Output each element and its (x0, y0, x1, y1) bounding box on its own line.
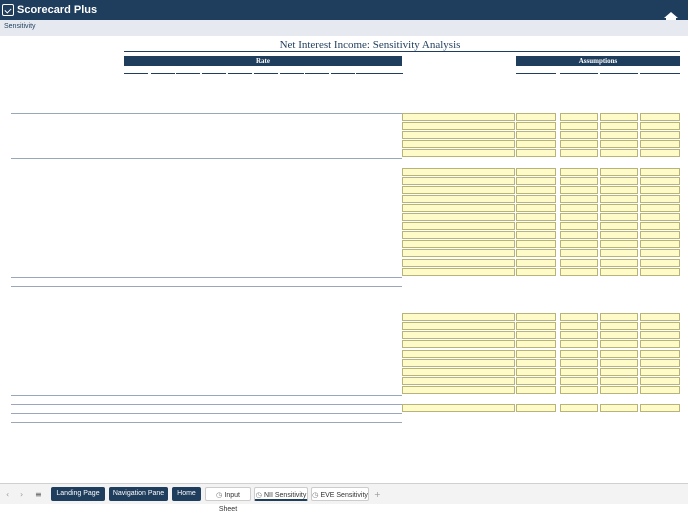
assumption-input[interactable] (516, 131, 556, 139)
page-title: Net Interest Income: Sensitivity Analysis (279, 39, 461, 51)
rate-col-header (202, 67, 226, 74)
rate-header: Rate (124, 56, 402, 66)
assumption-input[interactable] (560, 404, 598, 412)
assumption-label-bg (402, 359, 515, 367)
assumption-input[interactable] (600, 231, 638, 239)
assumption-input[interactable] (600, 404, 638, 412)
assumption-input[interactable] (516, 359, 556, 367)
assumption-label-bg (402, 377, 515, 385)
assumption-input[interactable] (640, 195, 680, 203)
assumption-input[interactable] (560, 168, 598, 176)
assumption-label-bg (402, 249, 515, 257)
assumption-input[interactable] (600, 177, 638, 185)
assumption-input[interactable] (600, 186, 638, 194)
rate-col-header (228, 67, 252, 74)
assumption-label-bg (402, 322, 515, 330)
rate-col-header (124, 67, 148, 74)
rate-col-header (379, 67, 403, 74)
assumption-label-bg (402, 259, 515, 267)
assumption-input[interactable] (600, 377, 638, 385)
assumption-input[interactable] (640, 259, 680, 267)
assumption-input[interactable] (560, 177, 598, 185)
assumption-input[interactable] (600, 359, 638, 367)
assumption-input[interactable] (600, 386, 638, 394)
assumption-label-bg (402, 177, 515, 185)
tab-prev-icon[interactable]: ‹ (6, 490, 10, 499)
assumption-label-bg (402, 131, 515, 139)
assumption-input[interactable] (516, 404, 556, 412)
assumption-input[interactable] (516, 268, 556, 276)
sheet-tab[interactable] (254, 487, 308, 501)
assumption-input[interactable] (560, 340, 598, 348)
tab-next-icon[interactable]: › (20, 490, 24, 499)
assumption-input[interactable] (600, 368, 638, 376)
row-separator (11, 158, 402, 159)
sheet-tab[interactable] (311, 487, 369, 501)
assumption-input[interactable] (560, 313, 598, 321)
assumption-input[interactable] (640, 204, 680, 212)
assumption-input[interactable] (640, 331, 680, 339)
assumption-label-bg (402, 140, 515, 148)
assumption-input[interactable] (600, 350, 638, 358)
assumption-label-bg (402, 168, 515, 176)
assumption-label-bg (402, 122, 515, 130)
assumption-input[interactable] (560, 322, 598, 330)
assumption-label-bg (402, 222, 515, 230)
row-separator (11, 422, 402, 423)
assumption-input[interactable] (640, 340, 680, 348)
assumption-input[interactable] (640, 131, 680, 139)
assumption-input[interactable] (560, 122, 598, 130)
assumption-input[interactable] (600, 122, 638, 130)
assumption-input[interactable] (600, 222, 638, 230)
assumption-input[interactable] (560, 368, 598, 376)
row-separator (11, 277, 402, 278)
row-separator (11, 395, 402, 396)
assumption-input[interactable] (600, 240, 638, 248)
tab-clock-icon: ◷ (312, 491, 321, 499)
assumption-input[interactable] (560, 259, 598, 267)
assumption-input[interactable] (516, 231, 556, 239)
assumption-input[interactable] (560, 213, 598, 221)
sheet-tabs (0, 483, 688, 513)
assumption-input[interactable] (640, 350, 680, 358)
assumption-input[interactable] (516, 322, 556, 330)
assumption-label-bg (402, 240, 515, 248)
assumption-input[interactable] (600, 113, 638, 121)
row-separator (11, 286, 402, 287)
assumption-input[interactable] (560, 113, 598, 121)
assumption-input[interactable] (640, 377, 680, 385)
assumption-input[interactable] (560, 149, 598, 157)
assumption-input[interactable] (560, 350, 598, 358)
assumption-input[interactable] (640, 368, 680, 376)
assumption-input[interactable] (516, 122, 556, 130)
assumption-input[interactable] (600, 313, 638, 321)
assumption-input[interactable] (560, 140, 598, 148)
assumption-input[interactable] (640, 222, 680, 230)
assumption-input[interactable] (640, 322, 680, 330)
rate-col-header (356, 67, 380, 74)
assumption-input[interactable] (560, 231, 598, 239)
rate-col-header (280, 67, 304, 74)
assumption-input[interactable] (560, 377, 598, 385)
sheet-tab[interactable] (205, 487, 251, 513)
assumption-input[interactable] (640, 113, 680, 121)
rate-col-header (331, 67, 355, 74)
assumption-input[interactable] (516, 204, 556, 212)
assumption-input[interactable] (600, 204, 638, 212)
sheet-tab-label: Navigation Pane (112, 490, 165, 497)
sheet-tab[interactable] (51, 487, 105, 501)
rate-col-header (176, 67, 200, 74)
sheet-tab[interactable] (172, 487, 201, 501)
sheet-tab-label: Input Sheet (218, 492, 240, 513)
tab-clock-icon: ◷ (255, 491, 264, 499)
assumption-label-bg (402, 368, 515, 376)
assumption-input[interactable] (516, 340, 556, 348)
app-title: Scorecard Plus (17, 4, 98, 16)
assumption-input[interactable] (600, 331, 638, 339)
assumption-col-header (600, 67, 638, 74)
assumption-input[interactable] (600, 140, 638, 148)
assumption-input[interactable] (640, 140, 680, 148)
assumption-label-bg (402, 204, 515, 212)
sheet-tab-label: Landing Page (56, 490, 100, 497)
assumption-input[interactable] (516, 377, 556, 385)
rate-col-header (305, 67, 329, 74)
assumption-input[interactable] (516, 177, 556, 185)
assumption-input[interactable] (516, 259, 556, 267)
assumption-input[interactable] (640, 149, 680, 157)
assumption-input[interactable] (516, 368, 556, 376)
assumption-label-bg (402, 404, 515, 412)
assumption-label-bg (402, 149, 515, 157)
row-separator (11, 113, 402, 114)
assumption-input[interactable] (600, 322, 638, 330)
assumption-input[interactable] (516, 386, 556, 394)
row-separator (11, 404, 402, 405)
assumption-input[interactable] (560, 268, 598, 276)
assumption-label-bg (402, 195, 515, 203)
tab-clock-icon: ◷ (216, 491, 225, 499)
assumption-input[interactable] (560, 240, 598, 248)
assumption-input[interactable] (600, 340, 638, 348)
assumption-input[interactable] (516, 186, 556, 194)
assumption-input[interactable] (640, 213, 680, 221)
row-separator (11, 413, 402, 414)
assumption-input[interactable] (600, 195, 638, 203)
assumption-input[interactable] (560, 359, 598, 367)
assumption-label-bg (402, 386, 515, 394)
assumption-col-header (640, 67, 680, 74)
assumption-input[interactable] (640, 177, 680, 185)
assumption-input[interactable] (516, 313, 556, 321)
assumption-input[interactable] (640, 186, 680, 194)
assumption-input[interactable] (560, 204, 598, 212)
add-sheet-icon[interactable]: + (374, 490, 381, 499)
assumption-input[interactable] (516, 168, 556, 176)
assumption-col-header (560, 67, 598, 74)
rate-col-header (254, 67, 278, 74)
assumption-label-bg (402, 340, 515, 348)
assumption-input[interactable] (640, 122, 680, 130)
assumption-input[interactable] (640, 313, 680, 321)
assumption-input[interactable] (600, 213, 638, 221)
assumption-input[interactable] (560, 331, 598, 339)
assumption-input[interactable] (600, 259, 638, 267)
assumption-input[interactable] (640, 168, 680, 176)
tab-menu-icon[interactable]: ≡ (35, 490, 42, 499)
assumption-input[interactable] (516, 113, 556, 121)
assumption-input[interactable] (640, 249, 680, 257)
sheet-tab[interactable] (109, 487, 168, 501)
assumption-input[interactable] (516, 140, 556, 148)
assumption-input[interactable] (640, 231, 680, 239)
sheet-tab-label: EVE Sensitivity (320, 492, 368, 499)
assumption-input[interactable] (516, 149, 556, 157)
assumption-input[interactable] (560, 131, 598, 139)
rate-col-header (151, 67, 175, 74)
assumption-input[interactable] (600, 131, 638, 139)
assumption-label-bg (402, 213, 515, 221)
assumption-label-bg (402, 268, 515, 276)
assumption-input[interactable] (600, 168, 638, 176)
assumption-input[interactable] (600, 268, 638, 276)
assumption-label-bg (402, 313, 515, 321)
assumption-input[interactable] (560, 186, 598, 194)
assumption-input[interactable] (516, 240, 556, 248)
assumption-label-bg (402, 350, 515, 358)
assumption-input[interactable] (640, 404, 680, 412)
assumption-input[interactable] (560, 195, 598, 203)
assumption-label-bg (402, 186, 515, 194)
assumption-input[interactable] (516, 213, 556, 221)
assumption-input[interactable] (560, 249, 598, 257)
assumption-input[interactable] (560, 222, 598, 230)
assumption-input[interactable] (516, 249, 556, 257)
assumption-label-bg (402, 231, 515, 239)
assumption-input[interactable] (640, 386, 680, 394)
assumption-input[interactable] (516, 195, 556, 203)
assumption-input[interactable] (516, 350, 556, 358)
assumption-input[interactable] (600, 149, 638, 157)
sheet-tab-label: NII Sensitivity (263, 492, 307, 499)
assumption-input[interactable] (516, 222, 556, 230)
assumptions-header: Assumptions (516, 56, 680, 66)
assumption-input[interactable] (640, 240, 680, 248)
assumption-col-header (516, 67, 556, 74)
assumption-label-bg (402, 113, 515, 121)
assumption-input[interactable] (560, 386, 598, 394)
assumption-label-bg (402, 331, 515, 339)
assumption-input[interactable] (640, 268, 680, 276)
assumption-input[interactable] (640, 359, 680, 367)
breadcrumb: Sensitivity (4, 23, 36, 30)
sheet-tab-label: Home (177, 490, 196, 497)
assumption-input[interactable] (516, 331, 556, 339)
assumption-input[interactable] (600, 249, 638, 257)
